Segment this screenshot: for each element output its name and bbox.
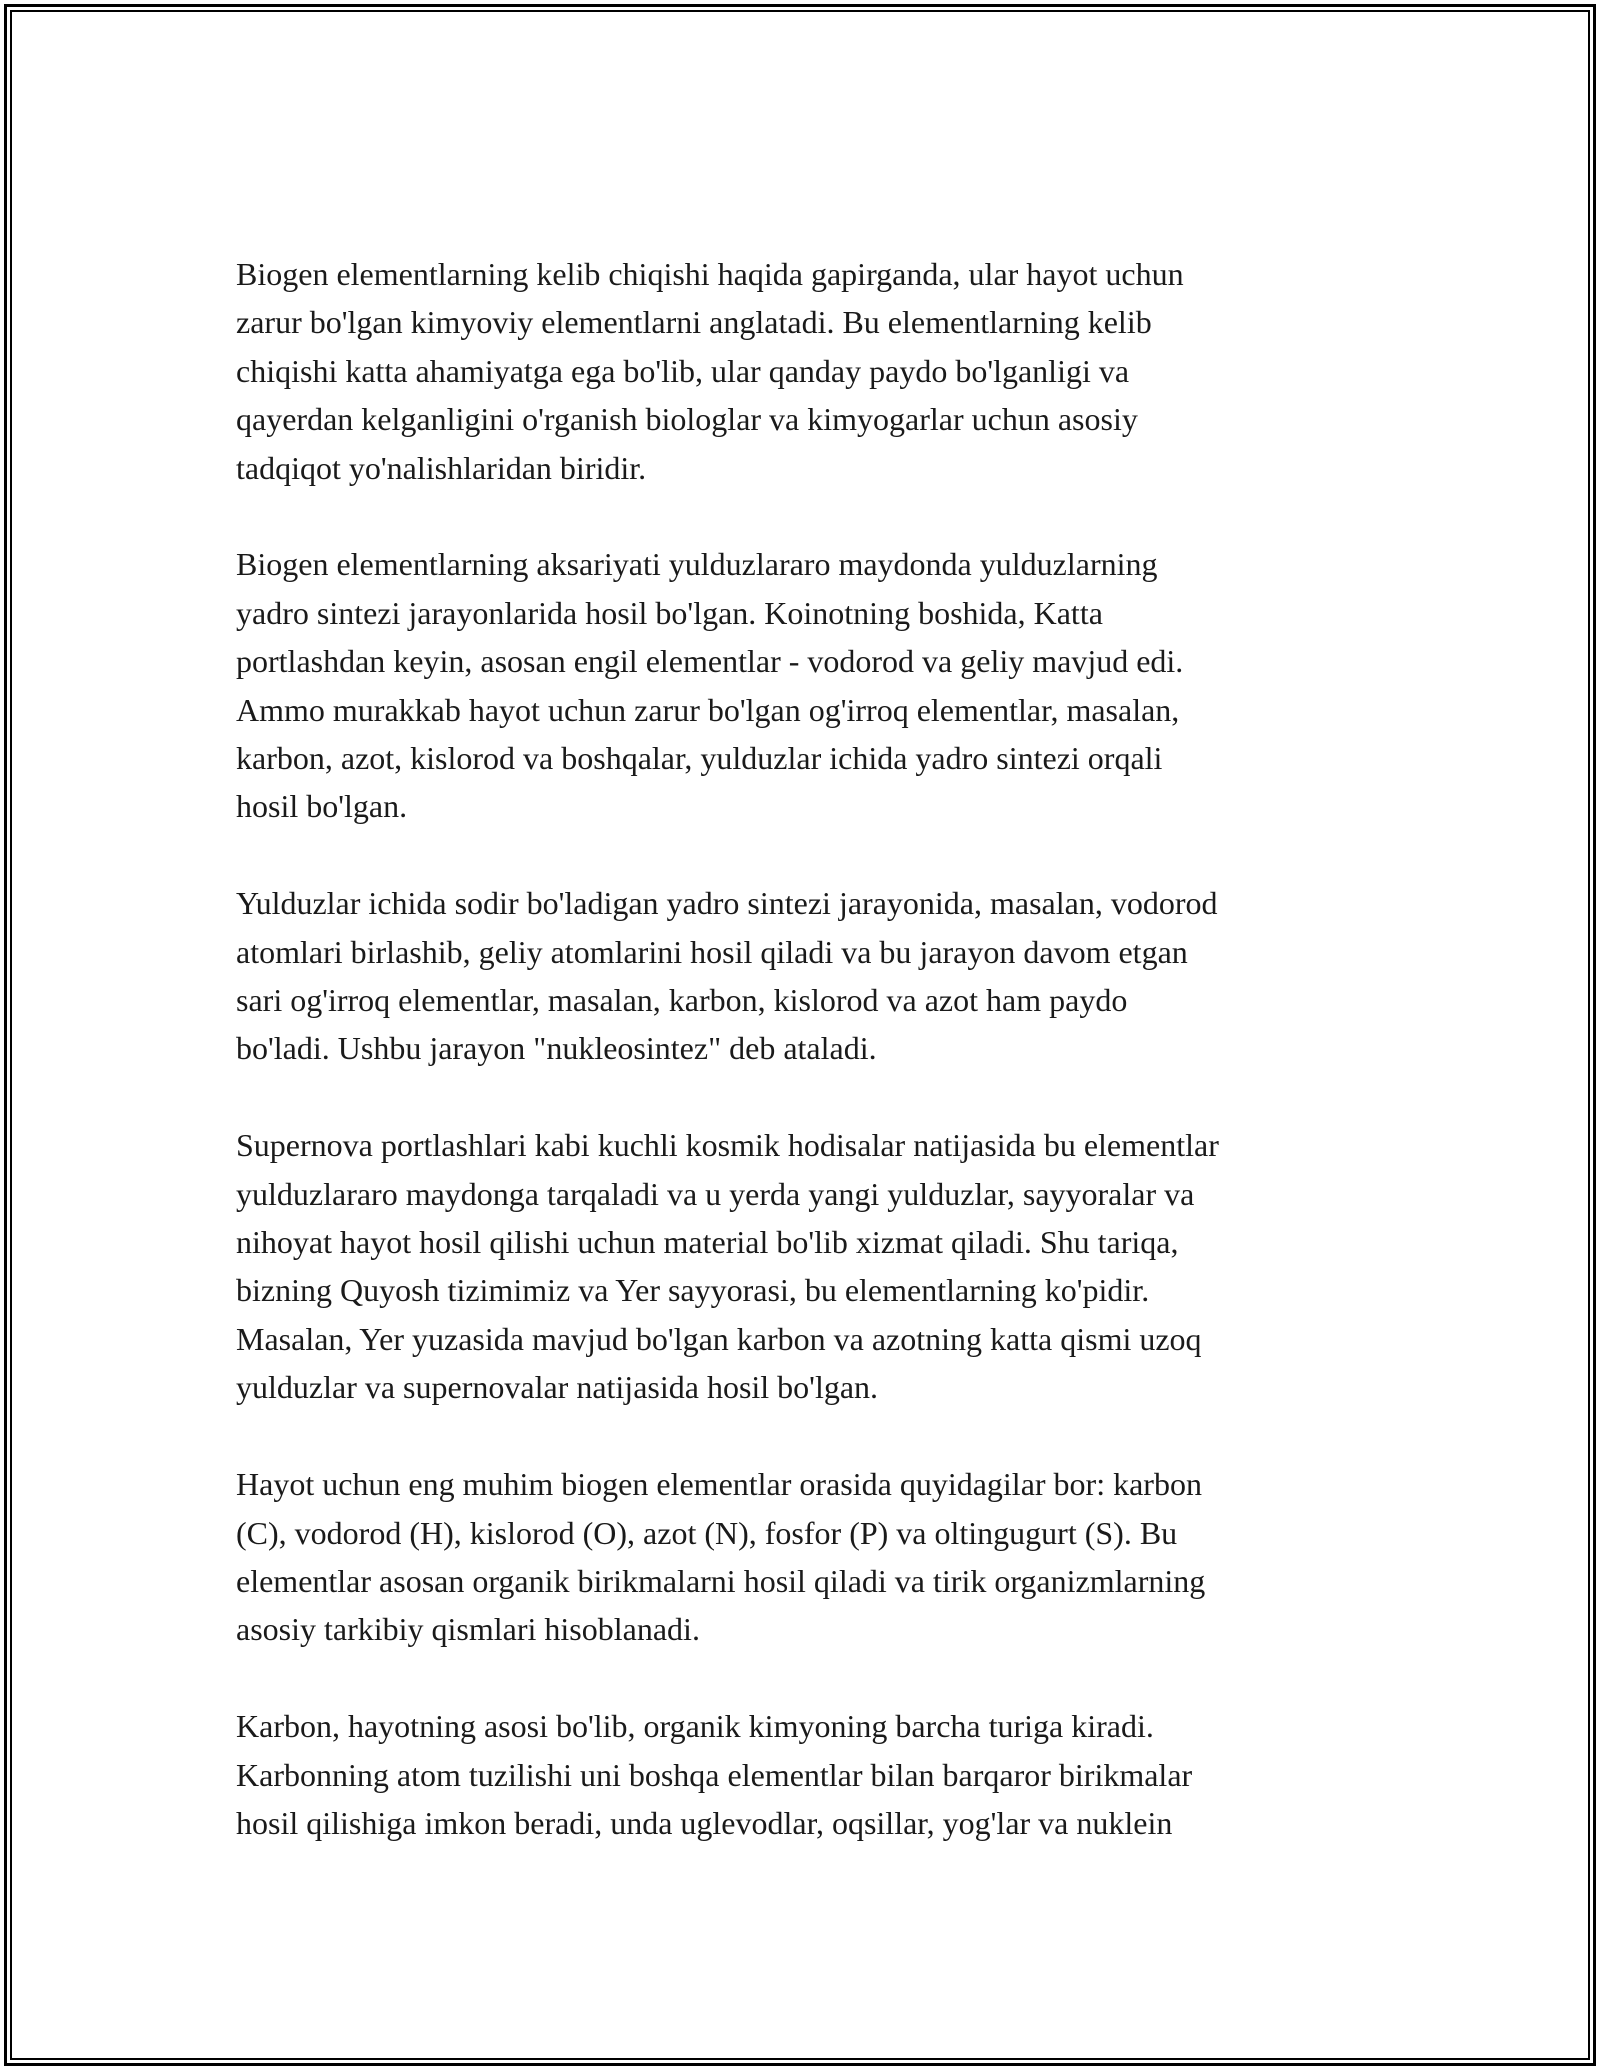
text-line: chiqishi katta ahamiyatga ega bo'lib, ular qanday paydo bo'lganligi va: [236, 352, 1130, 389]
paragraph-2: [236, 540, 1386, 830]
text-line: Karbon, hayotning asosi bo'lib, organik kimyoning barcha turiga kiradi.: [236, 1708, 1154, 1745]
text-line: hosil bo'lgan.: [236, 788, 408, 825]
text-line: yadro sintezi jarayonlarida hosil bo'lgan. Koinotning boshida, Katta: [236, 594, 1103, 631]
text-line: Supernova portlashlari kabi kuchli kosmik hodisalar natijasida bu elementlar: [236, 1127, 1219, 1164]
paragraph-3: [236, 879, 1386, 1073]
text-line: bizning Quyosh tizimimiz va Yer sayyorasi, bu elementlarning ko'pidir.: [236, 1272, 1150, 1309]
text-line: nihoyat hayot hosil qilishi uchun material bo'lib xizmat qiladi. Shu tariqa,: [236, 1224, 1179, 1261]
text-line: atomlari birlashib, geliy atomlarini hosil qiladi va bu jarayon davom etgan: [236, 933, 1188, 970]
text-line: yulduzlar va supernovalar natijasida hosil bo'lgan.: [236, 1369, 879, 1406]
paragraph-5: [236, 1460, 1386, 1654]
text-line: tadqiqot yo'nalishlaridan biridir.: [236, 449, 647, 486]
text-line: asosiy tarkibiy qismlari hisoblanadi.: [236, 1611, 700, 1648]
text-line: yulduzlararo maydonga tarqaladi va u yerda yangi yulduzlar, sayyoralar va: [236, 1175, 1195, 1212]
text-line: hosil qilishiga imkon beradi, unda uglevodlar, oqsillar, yog'lar va nuklein: [236, 1804, 1173, 1841]
text-line: elementlar asosan organik birikmalarni hosil qiladi va tirik organizmlarning: [236, 1562, 1206, 1599]
paragraph-6: [236, 1702, 1386, 1847]
text-line: (C), vodorod (H), kislorod (O), azot (N), fosfor (P) va oltingugurt (S). Bu: [236, 1514, 1178, 1551]
text-line: portlashdan keyin, asosan engil elementlar - vodorod va geliy mavjud edi.: [236, 643, 1184, 680]
text-line: Hayot uchun eng muhim biogen elementlar orasida quyidagilar bor: karbon: [236, 1466, 1202, 1503]
text-line: karbon, azot, kislorod va boshqalar, yulduzlar ichida yadro sintezi orqali: [236, 740, 1163, 777]
text-line: Biogen elementlarning kelib chiqishi haqida gapirganda, ular hayot uchun: [236, 256, 1184, 292]
text-line: Karbonning atom tuzilishi uni boshqa elementlar bilan barqaror birikmalar: [236, 1756, 1193, 1793]
paragraph-4: [236, 1121, 1386, 1411]
document-body: [236, 250, 1386, 1847]
text-line: bo'ladi. Ushbu jarayon "nukleosintez" deb ataladi.: [236, 1030, 877, 1067]
text-line: sari og'irroq elementlar, masalan, karbon, kislorod va azot ham paydo: [236, 982, 1128, 1019]
text-line: Masalan, Yer yuzasida mavjud bo'lgan karbon va azotning katta qismi uzoq: [236, 1320, 1202, 1357]
text-line: qayerdan kelganligini o'rganish biologlar va kimyogarlar uchun asosiy: [236, 401, 1138, 438]
text-line: zarur bo'lgan kimyoviy elementlarni anglatadi. Bu elementlarning kelib: [236, 304, 1152, 341]
text-line: Biogen elementlarning aksariyati yulduzlararo maydonda yulduzlarning: [236, 546, 1158, 583]
paragraph-1: [236, 250, 1386, 492]
text-line: Ammo murakkab hayot uchun zarur bo'lgan og'irroq elementlar, masalan,: [236, 691, 1180, 728]
text-line: Yulduzlar ichida sodir bo'ladigan yadro sintezi jarayonida, masalan, vodorod: [236, 885, 1218, 922]
